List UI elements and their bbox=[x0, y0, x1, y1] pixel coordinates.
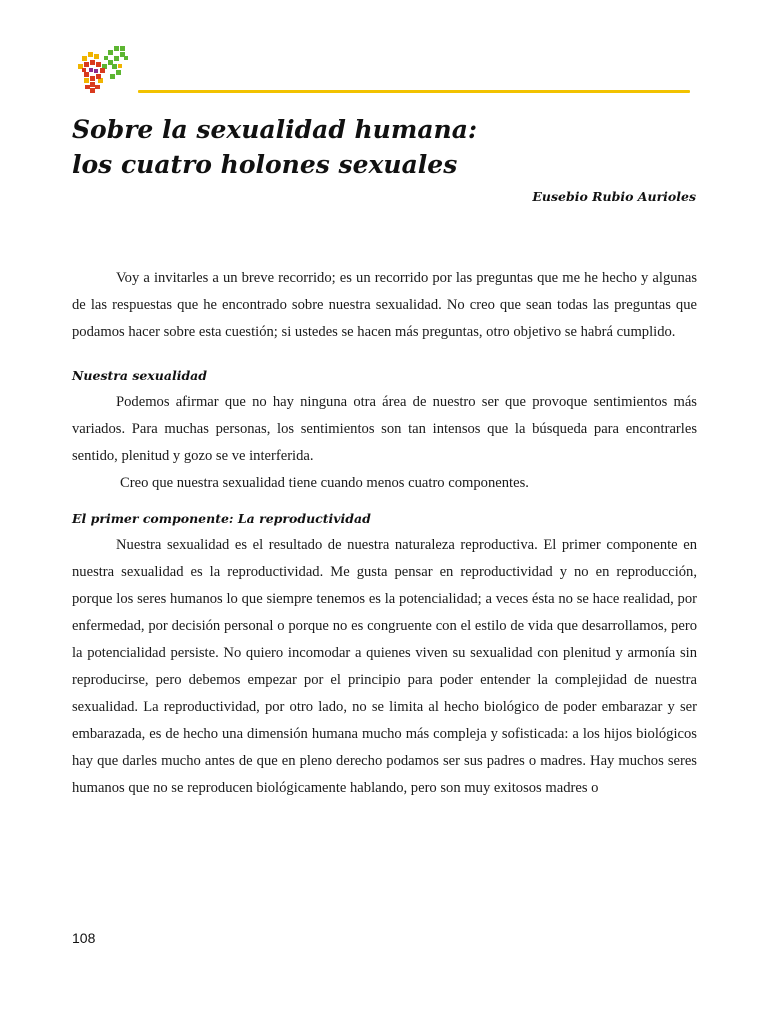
section2-paragraph-1: Nuestra sexualidad es el resultado de nuestra naturaleza reproductiva. El primer componente en nuestra sexualidad es la reproductividad. Me gusta pensar en reproductividad y no en reproducción, porque los seres humanos lo que siempre tenemos es la potencialidad; a veces ésta no se hace realidad, por enfermedad, por decisión personal o porque no es congruente con el estilo de vida que desarrollamos, pero la potencialidad persiste. No quiero incomodar a quienes viven su sexualidad con plenitud y armonía sin reproducirse, pero debemos empezar por el principio para poder entender la complejidad de nuestra sexualidad. La reproductividad, por otro lado, no se limita al hecho biológico de poder embarazar y ser embarazada, es de hecho una dimensión humana mucho más compleja y sofisticada: a los hijos biológicos hay que darles mucho antes de que en pleno derecho podamos ser sus padres o madres. Hay muchos seres humanos que no se reproducen biológicamente hablando, pero son muy exitosos madres o bbox=[72, 537, 697, 796]
section1-paragraph-1: Podemos afirmar que no hay ninguna otra área de nuestro ser que provoque sentimientos más variados. Para muchas personas, los sentimientos son tan intensos que la búsqueda para encontrarles sentido, plenitud y gozo se ve interferida. bbox=[72, 394, 697, 464]
header-rule bbox=[138, 90, 690, 93]
title-line-1: Sobre la sexualidad humana: bbox=[72, 115, 478, 144]
section-heading-reproductividad: El primer componente: La reproductividad bbox=[72, 511, 371, 526]
intro-paragraph: Voy a invitarles a un breve recorrido; es un recorrido por las preguntas que me he hecho y algunas de las respuestas que he encontrado sobre nuestra sexualidad. No creo que sean todas las preguntas que podamos hacer sobre esta cuestión; si ustedes se hacen más preguntas, otro objetivo se habrá cumplido. bbox=[72, 270, 697, 340]
section-heading-nuestra-sexualidad: Nuestra sexualidad bbox=[72, 368, 208, 383]
article-title bbox=[72, 112, 712, 182]
gender-symbols-icon bbox=[74, 42, 134, 94]
section1-paragraph-2: Creo que nuestra sexualidad tiene cuando menos cuatro componentes. bbox=[120, 475, 529, 491]
title-line-2: los cuatro holones sexuales bbox=[72, 150, 458, 179]
page-number: 108 bbox=[72, 930, 96, 946]
article-body bbox=[72, 265, 697, 802]
author-name: Eusebio Rubio Aurioles bbox=[532, 189, 696, 204]
